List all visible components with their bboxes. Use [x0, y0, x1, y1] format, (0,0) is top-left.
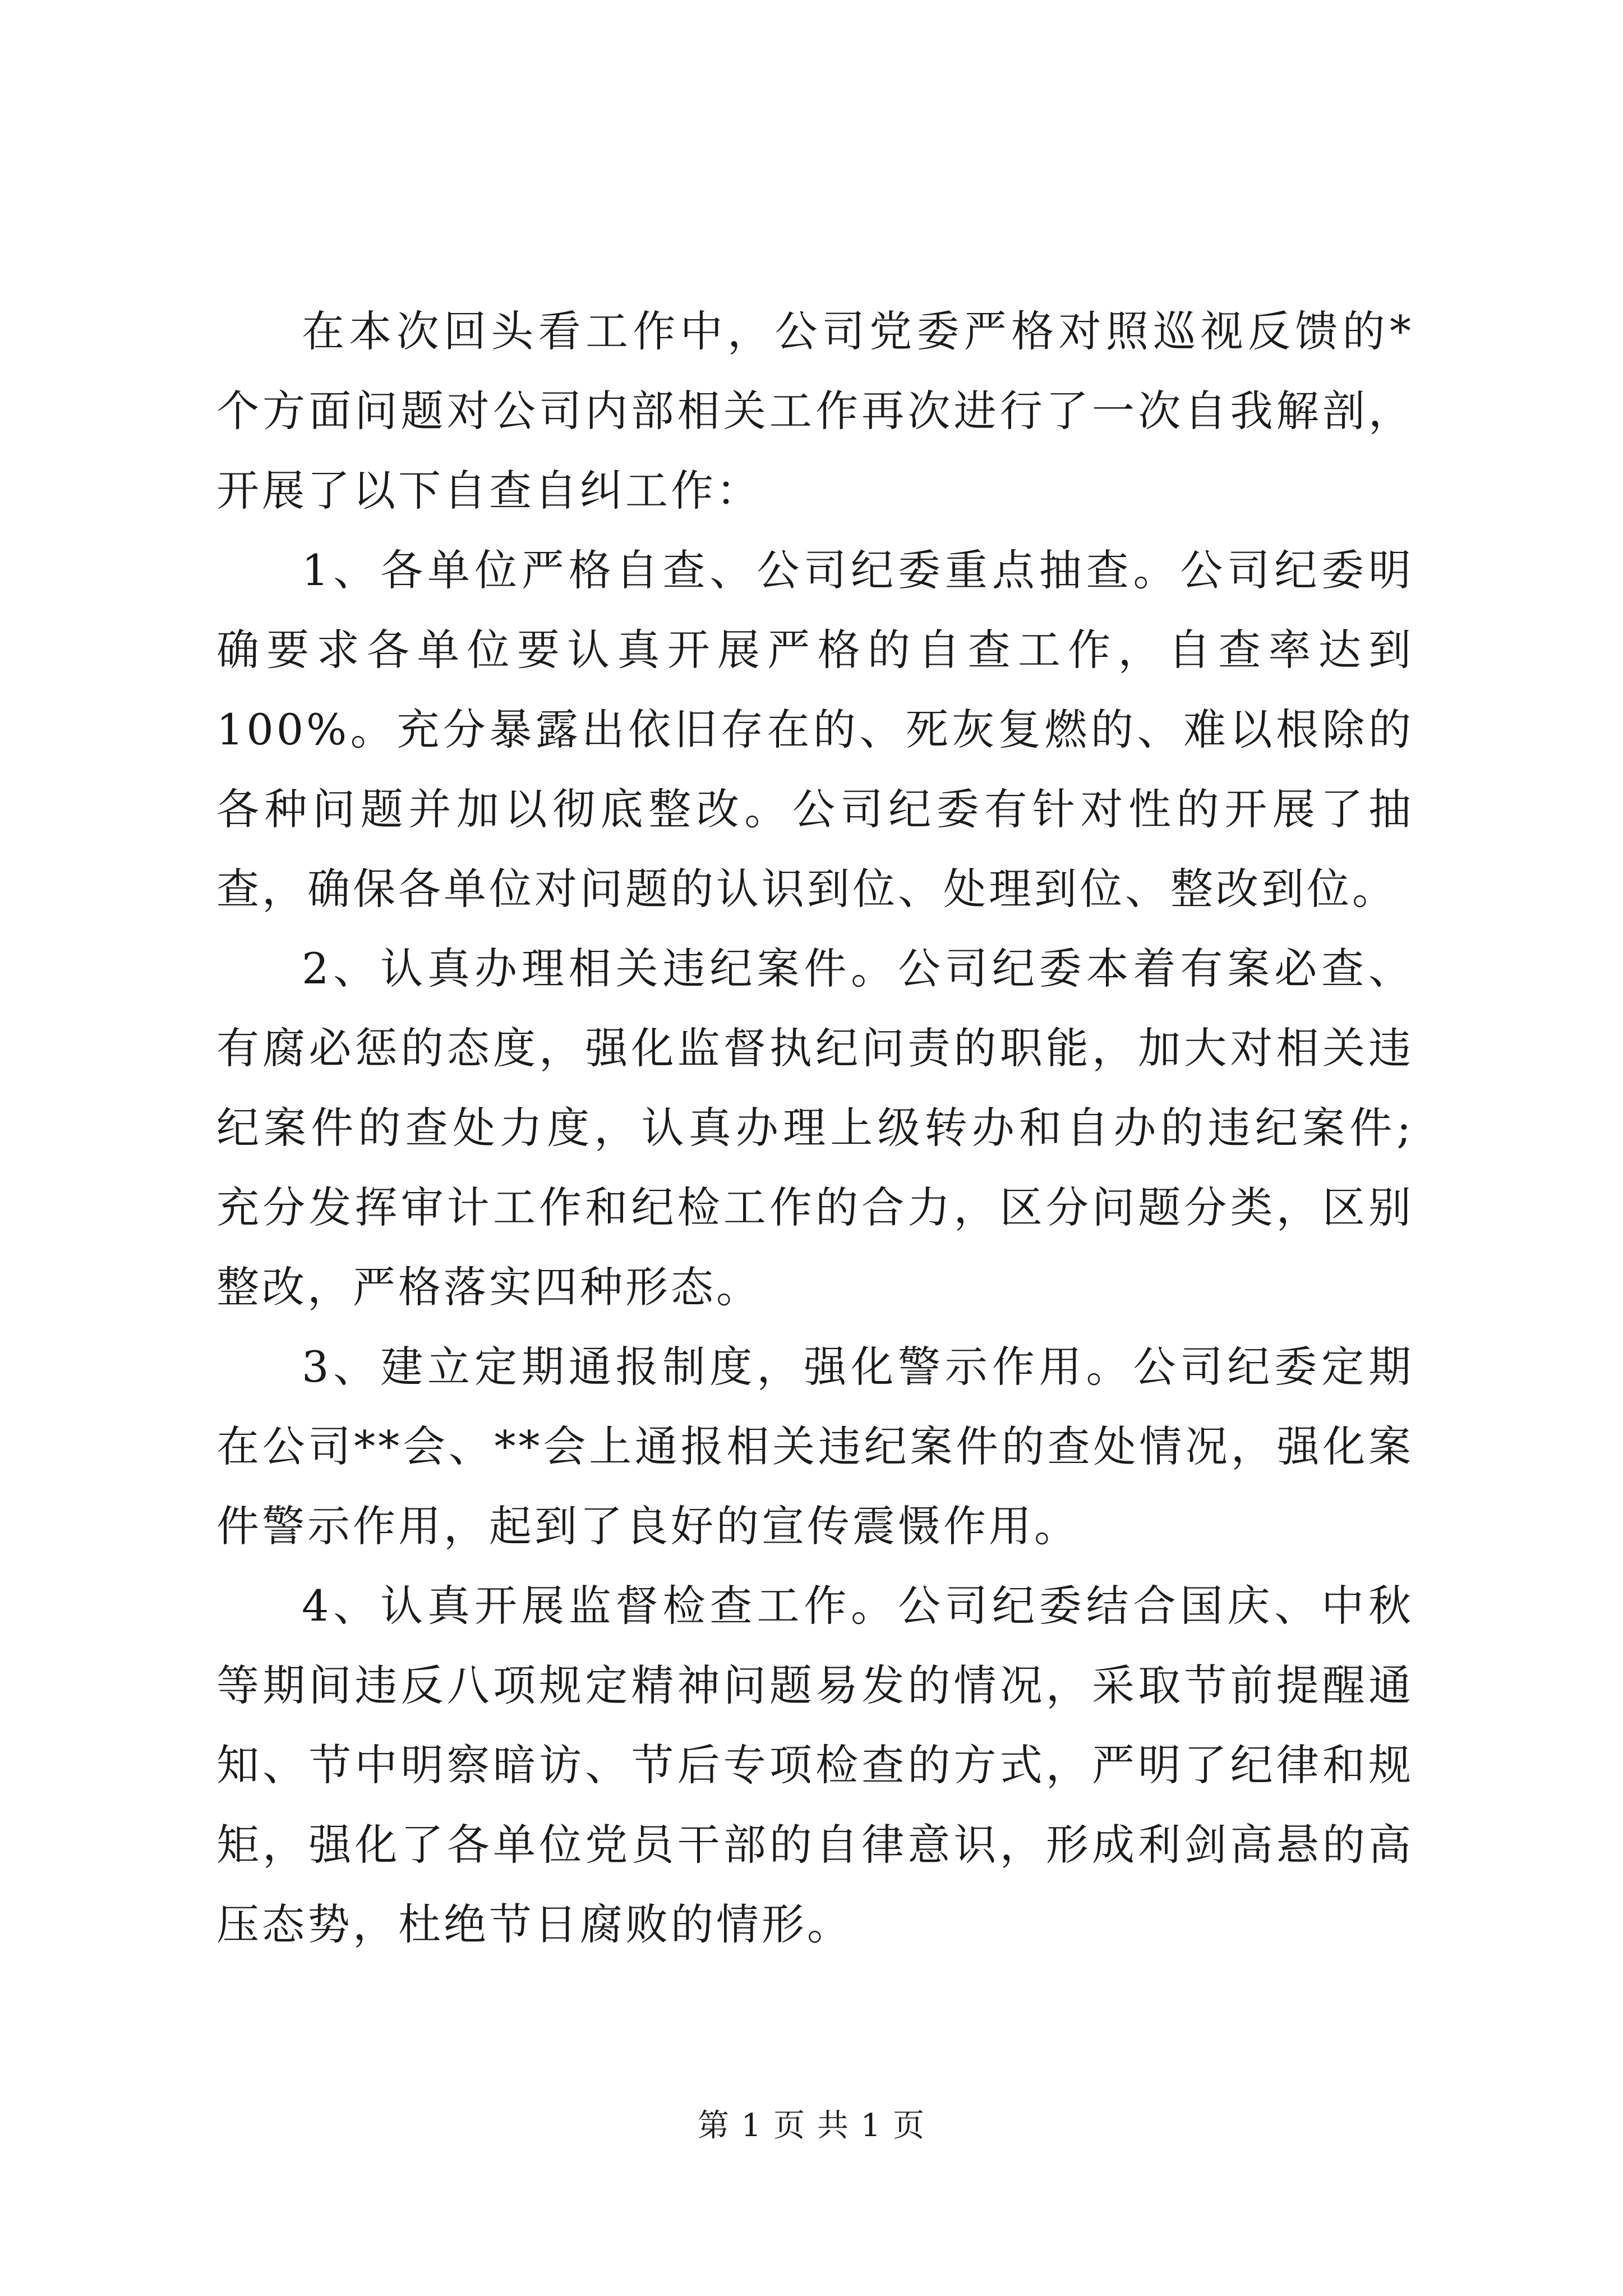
- paragraph-item-2: 2、认真办理相关违纪案件。公司纪委本着有案必查、有腐必惩的态度，强化监督执纪问责的职能，加大对相关违纪案件的查处力度，认真办理上级转办和自办的违纪案件;充分发挥审计工作和纪检工作的合力，区分问题分类，区别整改，严格落实四种形态。: [216, 944, 1414, 1312]
- paragraph-item-4: 4、认真开展监督检查工作。公司纪委结合国庆、中秋等期间违反八项规定精神问题易发的情况，采取节前提醒通知、节中明察暗访、节后专项检查的方式，严明了纪律和规矩，强化了各单位党员干部的自律意识，形成利剑高悬的高压态势，杜绝节日腐败的情形。: [216, 1581, 1414, 1949]
- paragraph-intro: 在本次回头看工作中，公司党委严格对照巡视反馈的*个方面问题对公司内部相关工作再次进行了一次自我解剖，开展了以下自查自纠工作：: [216, 306, 1414, 516]
- paragraph-item-3: 3、建立定期通报制度，强化警示作用。公司纪委定期在公司**会、**会上通报相关违纪案件的查处情况，强化案件警示作用，起到了良好的宣传震慑作用。: [216, 1342, 1414, 1551]
- document-body: [216, 292, 1414, 1964]
- page-number-footer: 第 1 页 共 1 页: [697, 2108, 926, 2144]
- paragraph-item-1: 1、各单位严格自查、公司纪委重点抽查。公司纪委明确要求各单位要认真开展严格的自查工作，自查率达到100%。充分暴露出依旧存在的、死灰复燃的、难以根除的各种问题并加以彻底整改。公司纪委有针对性的开展了抽查，确保各单位对问题的认识到位、处理到位、整改到位。: [216, 545, 1414, 914]
